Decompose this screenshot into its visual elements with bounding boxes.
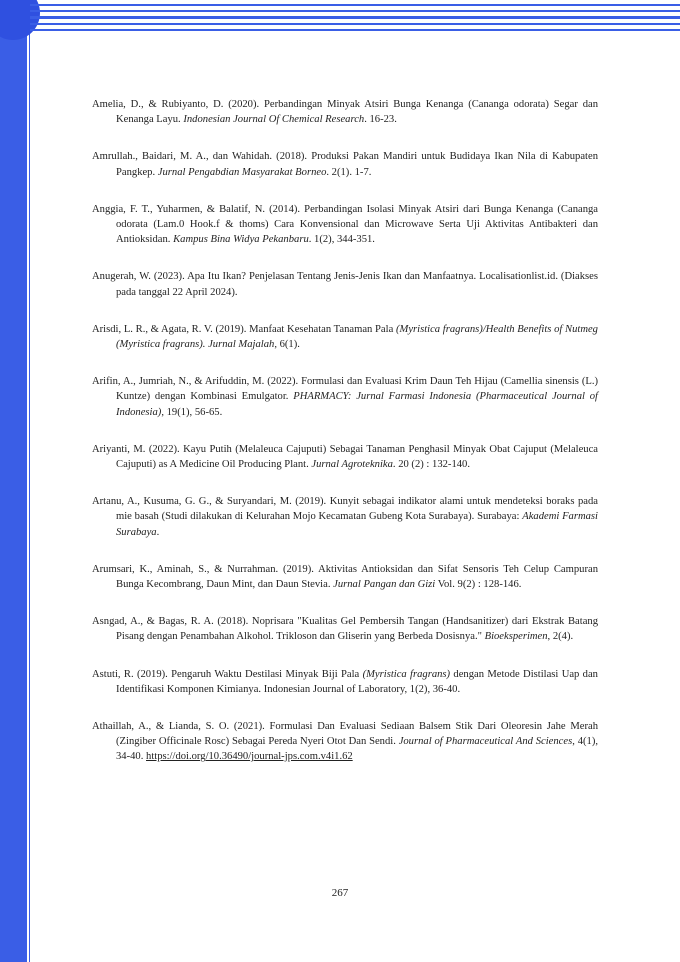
reference-item: Arisdi, L. R., & Agata, R. V. (2019). Manfaat Kesehatan Tanaman Pala (Myristica fragrans)/Health Benefits of Nutmeg (Myristica fragrans). Jurnal Majalah, 6(1). [92, 323, 598, 351]
reference-item: Athaillah, A., & Lianda, S. O. (2021). Formulasi Dan Evaluasi Sediaan Balsem Stik Dari Oleoresin Jahe Merah (Zingiber Officinale Rosc) Sebagai Pereda Nyeri Otot Dan Sendi. Journal of Pharmaceutical And Sciences, 4(1), 34-40. https://doi.org/10.36490/journal-jps.com.v4i1.62 [92, 721, 598, 763]
page-number: 267 [331, 887, 349, 899]
reference-item: Ariyanti, M. (2022). Kayu Putih (Melaleuca Cajuputi) Sebagai Tanaman Penghasil Minyak Obat Cajuput (Melaleuca Cajuputi) as A Medicine Oil Producing Plant. Jurnal Agroteknika. 20 (2) : 132-140. [92, 443, 598, 471]
reference-item: Arumsari, K., Aminah, S., & Nurrahman. (2019). Aktivitas Antioksidan dan Sifat Sensoris Teh Celup Campuran Bunga Kecombrang, Daun Mint, dan Daun Stevia. Jurnal Pangan dan Gizi Vol. 9(2) : 128-146. [92, 563, 598, 591]
reference-list [92, 97, 598, 787]
header-lines [30, 4, 680, 34]
reference-item: Arifin, A., Jumriah, N., & Arifuddin, M. (2022). Formulasi dan Evaluasi Krim Daun Teh Hijau (Camellia sinensis (L.) Kuntze) dengan Kombinasi Emulgator. PHARMACY: Jurnal Farmasi Indonesia (Pharmaceutical Journal of Indonesia), 19(1), 56-65. [92, 376, 598, 418]
reference-item: Amelia, D., & Rubiyanto, D. (2020). Perbandingan Minyak Atsiri Bunga Kenanga (Cananga odorata) Segar dan Kenanga Layu. Indonesian Journal Of Chemical Research. 16-23. [92, 99, 598, 126]
doi-link[interactable]: https://doi.org/10.36490/journal-jps.com.v4i1.62 [146, 751, 353, 763]
left-border-lines [26, 0, 30, 962]
reference-item: Anugerah, W. (2023). Apa Itu Ikan? Penjelasan Tentang Jenis-Jenis Ikan dan Manfaatnya. Localisationlist.id. (Diakses pada tanggal 22 April 2024). [92, 271, 598, 298]
reference-item: Astuti, R. (2019). Pengaruh Waktu Destilasi Minyak Biji Pala (Myristica fragrans) dengan Metode Distilasi Uap dan Identifikasi Komponen Kimianya. Indonesian Journal of Laboratory, 1(2), 36-40. [92, 668, 598, 695]
reference-item: Asngad, A., & Bagas, R. A. (2018). Noprisara "Kualitas Gel Pembersih Tangan (Handsanitizer) dari Ekstrak Batang Pisang dengan Penambahan Alkohol. Trikloson dan Gliserin yang Berbeda Dosisnya." Bioeksperimen, 2(4). [92, 616, 598, 643]
left-border-bar [0, 0, 26, 962]
reference-item: Amrullah., Baidari, M. A., dan Wahidah. (2018). Produksi Pakan Mandiri untuk Budidaya Ikan Nila di Kabupaten Pangkep. Jurnal Pengabdian Masyarakat Borneo. 2(1). 1-7. [92, 151, 598, 178]
reference-item: Anggia, F. T., Yuharmen, & Balatif, N. (2014). Perbandingan Isolasi Minyak Atsiri dari Bunga Kenanga (Cananga odorata (Lam.0 Hook.f & thoms) Cara Konvensional dan Microwave Serta Uji Aktivitas Antibakteri dan Antioksidan. Kampus Bina Widya Pekanbaru. 1(2), 344-351. [92, 203, 598, 246]
reference-item: Artanu, A., Kusuma, G. G., & Suryandari, M. (2019). Kunyit sebagai indikator alami untuk mendeteksi boraks pada mie basah (Studi dilakukan di Kelurahan Mojo Kecamatan Gubeng Kota Surabaya). Surabaya: Akademi Farmasi Surabaya. [92, 496, 598, 538]
